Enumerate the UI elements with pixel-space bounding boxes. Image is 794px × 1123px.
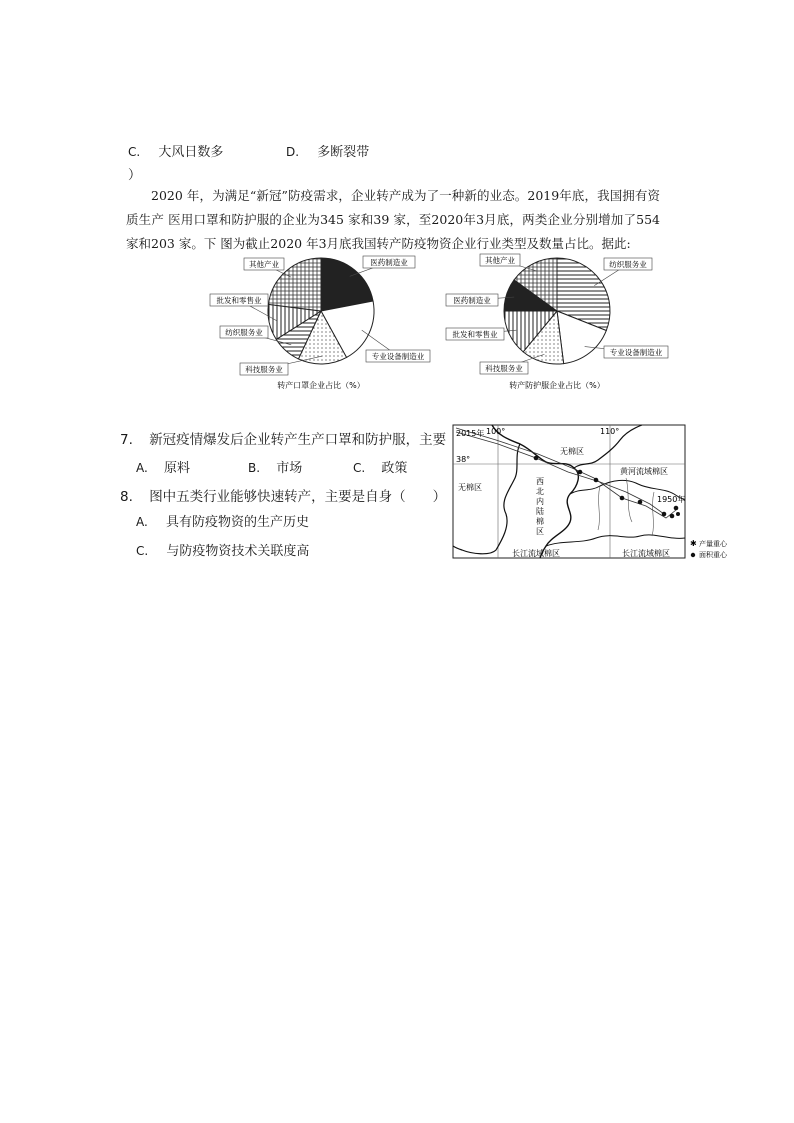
q8-option-c bbox=[136, 540, 309, 559]
slice-label: 医药制造业 bbox=[453, 296, 491, 305]
label-lon-100: 100° bbox=[486, 427, 506, 436]
question-8 bbox=[120, 485, 446, 505]
option-text: 市场 bbox=[276, 461, 303, 476]
legend-area: 面积重心 bbox=[699, 551, 727, 559]
q7-option-a bbox=[136, 457, 190, 476]
slice-label: 科技服务业 bbox=[245, 365, 283, 374]
label-wumian-top: 无棉区 bbox=[560, 447, 584, 456]
slice-label: 其他产业 bbox=[485, 256, 515, 265]
label-lon-110: 110° bbox=[600, 427, 620, 436]
q8-option-a bbox=[136, 511, 309, 530]
legend-production: 产量重心 bbox=[699, 540, 727, 548]
paren-close: ） bbox=[128, 168, 142, 183]
option-label: A. bbox=[136, 461, 148, 475]
pie-chart-2 bbox=[446, 254, 668, 390]
slice-label: 科技服务业 bbox=[485, 364, 523, 373]
slice-label: 医药制造业 bbox=[370, 258, 408, 267]
slice-label: 专业设备制造业 bbox=[371, 352, 425, 361]
option-text: 与防疫物资技术关联度高 bbox=[166, 544, 310, 559]
question-stem: 新冠疫情爆发后企业转产生产口罩和防护服，主要 bbox=[149, 432, 447, 448]
label-huanghe: 黄河流域棉区 bbox=[620, 467, 668, 476]
option-label: C. bbox=[136, 544, 149, 558]
pie-title: 转产口罩企业占比（%） bbox=[277, 381, 365, 390]
pie-chart-1 bbox=[210, 256, 430, 390]
option-label: C. bbox=[128, 145, 141, 159]
label-1950: 1950年 bbox=[657, 495, 686, 504]
slice-label: 批发和零售业 bbox=[452, 330, 498, 339]
label-changjiang-left: 长江流域棉区 bbox=[512, 549, 560, 558]
option-c-top bbox=[128, 141, 223, 160]
slice-label: 纺织服务业 bbox=[609, 260, 647, 269]
option-text: 政策 bbox=[381, 461, 408, 476]
pie-charts bbox=[200, 250, 680, 395]
map-legend bbox=[690, 539, 728, 559]
map-frame bbox=[453, 425, 685, 558]
label-lat-38: 38° bbox=[456, 455, 471, 464]
slice-label: 其他产业 bbox=[249, 260, 279, 269]
label-2015: 2015年 bbox=[456, 429, 485, 438]
option-label: B. bbox=[248, 461, 261, 475]
option-text: 原料 bbox=[163, 461, 190, 476]
question-number: 8. bbox=[120, 489, 133, 505]
pie-title: 转产防护服企业占比（%） bbox=[509, 381, 605, 390]
label-wumian-left: 无棉区 bbox=[458, 483, 482, 492]
option-label: D. bbox=[286, 145, 300, 159]
legend-star-icon: ✱ bbox=[690, 539, 697, 548]
label-changjiang-right: 长江流域棉区 bbox=[622, 549, 670, 558]
option-label: A. bbox=[136, 515, 148, 529]
option-text: 具有防疫物资的生产历史 bbox=[165, 515, 309, 530]
slice-label: 纺织服务业 bbox=[225, 328, 263, 337]
option-d-top bbox=[286, 141, 369, 160]
option-label: C. bbox=[353, 461, 366, 475]
cotton-region-map bbox=[450, 422, 760, 564]
q7-option-c bbox=[353, 457, 407, 476]
label-xibei: 西北内陆棉区 bbox=[536, 477, 544, 536]
slice-label: 专业设备制造业 bbox=[609, 348, 663, 357]
option-text: 大风日数多 bbox=[158, 145, 224, 160]
question-number: 7. bbox=[120, 432, 133, 448]
option-text: 多断裂带 bbox=[317, 145, 370, 160]
passage-text: 2020 年，为满足“新冠”防疫需求，企业转产成为了一种新的业态。2019年底，我国拥有资质生产 医用口罩和防护服的企业为345 家和39 家，至2020年3月底，两类企业分别增加了554 家和203 家。下 图为截止2020 年3月底我国转产防疫物资企业行业类型及数量占比。据此: bbox=[126, 188, 660, 251]
question-7 bbox=[120, 428, 446, 448]
legend-dot-icon bbox=[691, 553, 695, 557]
question-stem: 图中五类行业能够快速转产，主要是自身（ ） bbox=[149, 489, 447, 505]
q7-option-b bbox=[248, 457, 302, 476]
slice-label: 批发和零售业 bbox=[216, 296, 262, 305]
